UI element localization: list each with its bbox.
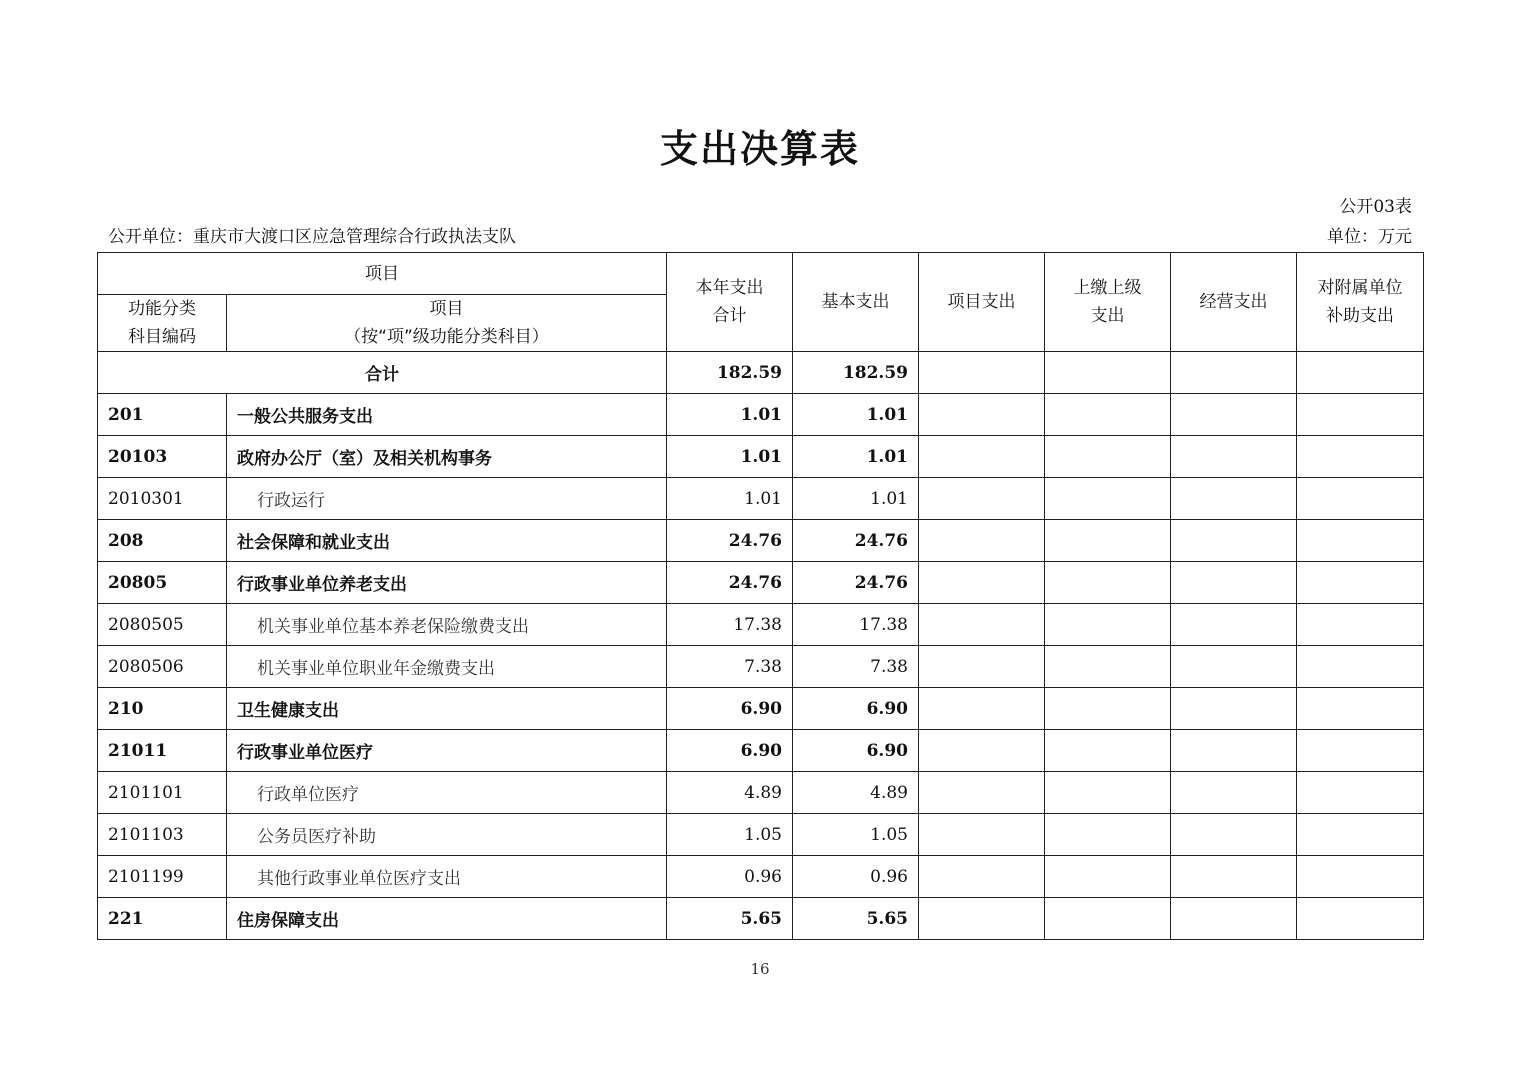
- empty-cell: [919, 352, 1045, 394]
- header-basic: 基本支出: [793, 253, 919, 352]
- empty-cell: [919, 772, 1045, 814]
- page-number: 16: [750, 960, 770, 978]
- empty-cell: [1297, 436, 1424, 478]
- row-basic: 4.89: [793, 772, 919, 814]
- empty-cell: [1297, 520, 1424, 562]
- empty-cell: [919, 688, 1045, 730]
- empty-cell: [1045, 436, 1171, 478]
- empty-cell: [1171, 520, 1297, 562]
- header-item-group: 项目: [98, 253, 667, 295]
- empty-cell: [1297, 772, 1424, 814]
- empty-cell: [1297, 688, 1424, 730]
- total-basic: 182.59: [793, 352, 919, 394]
- row-name: 社会保障和就业支出: [227, 520, 667, 562]
- row-total: 6.90: [667, 688, 793, 730]
- empty-cell: [1171, 730, 1297, 772]
- header-business: 经营支出: [1171, 253, 1297, 352]
- empty-cell: [1045, 688, 1171, 730]
- empty-cell: [1171, 898, 1297, 940]
- row-code: 208: [98, 520, 227, 562]
- empty-cell: [1045, 604, 1171, 646]
- empty-cell: [919, 730, 1045, 772]
- empty-cell: [1171, 562, 1297, 604]
- row-code: 2010301: [98, 478, 227, 520]
- empty-cell: [1297, 814, 1424, 856]
- empty-cell: [1297, 898, 1424, 940]
- empty-cell: [1045, 898, 1171, 940]
- row-code: 20805: [98, 562, 227, 604]
- empty-cell: [919, 604, 1045, 646]
- empty-cell: [1171, 478, 1297, 520]
- row-code: 2101199: [98, 856, 227, 898]
- row-code: 201: [98, 394, 227, 436]
- row-code: 2080505: [98, 604, 227, 646]
- row-name: 行政事业单位养老支出: [227, 562, 667, 604]
- header-project: 项目支出: [919, 253, 1045, 352]
- empty-cell: [919, 394, 1045, 436]
- table-row: [98, 604, 1424, 646]
- row-total: 1.05: [667, 814, 793, 856]
- row-total: 24.76: [667, 520, 793, 562]
- empty-cell: [919, 478, 1045, 520]
- empty-cell: [1171, 856, 1297, 898]
- form-number: 公开03表: [1339, 197, 1412, 217]
- total-amount: 182.59: [667, 352, 793, 394]
- row-basic: 1.01: [793, 394, 919, 436]
- table-row: [98, 730, 1424, 772]
- empty-cell: [1045, 856, 1171, 898]
- total-label: 合计: [98, 352, 667, 394]
- empty-cell: [1045, 730, 1171, 772]
- row-total: 6.90: [667, 730, 793, 772]
- table-row: [98, 520, 1424, 562]
- row-code: 2101103: [98, 814, 227, 856]
- row-total: 7.38: [667, 646, 793, 688]
- header-remit: 上缴上级 支出: [1045, 253, 1171, 352]
- empty-cell: [1045, 814, 1171, 856]
- empty-cell: [919, 520, 1045, 562]
- empty-cell: [1297, 478, 1424, 520]
- empty-cell: [1297, 856, 1424, 898]
- row-name: 行政运行: [227, 478, 667, 520]
- row-name: 政府办公厅（室）及相关机构事务: [227, 436, 667, 478]
- row-name: 住房保障支出: [227, 898, 667, 940]
- table-row: [98, 478, 1424, 520]
- row-name: 公务员医疗补助: [227, 814, 667, 856]
- row-basic: 6.90: [793, 688, 919, 730]
- row-name: 其他行政事业单位医疗支出: [227, 856, 667, 898]
- row-basic: 24.76: [793, 520, 919, 562]
- table-row: [98, 772, 1424, 814]
- empty-cell: [1171, 814, 1297, 856]
- table-row: [98, 898, 1424, 940]
- row-name: 行政单位医疗: [227, 772, 667, 814]
- header-total: 本年支出 合计: [667, 253, 793, 352]
- row-code: 2080506: [98, 646, 227, 688]
- empty-cell: [919, 856, 1045, 898]
- row-total: 4.89: [667, 772, 793, 814]
- row-basic: 7.38: [793, 646, 919, 688]
- row-basic: 5.65: [793, 898, 919, 940]
- empty-cell: [1297, 394, 1424, 436]
- row-code: 2101101: [98, 772, 227, 814]
- empty-cell: [1045, 772, 1171, 814]
- table-row: [98, 856, 1424, 898]
- table-row: [98, 436, 1424, 478]
- empty-cell: [1171, 394, 1297, 436]
- header-name: 项目 （按“项”级功能分类科目）: [227, 295, 667, 352]
- empty-cell: [1045, 562, 1171, 604]
- empty-cell: [1171, 436, 1297, 478]
- row-basic: 1.01: [793, 436, 919, 478]
- row-basic: 6.90: [793, 730, 919, 772]
- empty-cell: [1297, 604, 1424, 646]
- row-code: 210: [98, 688, 227, 730]
- empty-cell: [1297, 730, 1424, 772]
- empty-cell: [1045, 352, 1171, 394]
- table-row: [98, 814, 1424, 856]
- row-total: 1.01: [667, 394, 793, 436]
- row-code: 21011: [98, 730, 227, 772]
- empty-cell: [1045, 394, 1171, 436]
- expenditure-table: [97, 252, 1424, 940]
- row-code: 221: [98, 898, 227, 940]
- empty-cell: [1045, 478, 1171, 520]
- page-title: 支出决算表: [659, 127, 860, 171]
- currency-unit: 单位：万元: [1327, 227, 1412, 247]
- row-basic: 24.76: [793, 562, 919, 604]
- row-name: 机关事业单位基本养老保险缴费支出: [227, 604, 667, 646]
- empty-cell: [1171, 646, 1297, 688]
- row-total: 5.65: [667, 898, 793, 940]
- empty-cell: [919, 646, 1045, 688]
- table-row: [98, 688, 1424, 730]
- empty-cell: [1297, 352, 1424, 394]
- row-name: 行政事业单位医疗: [227, 730, 667, 772]
- row-name: 卫生健康支出: [227, 688, 667, 730]
- row-total: 17.38: [667, 604, 793, 646]
- row-code: 20103: [98, 436, 227, 478]
- table-row: [98, 646, 1424, 688]
- empty-cell: [919, 562, 1045, 604]
- row-name: 机关事业单位职业年金缴费支出: [227, 646, 667, 688]
- empty-cell: [919, 814, 1045, 856]
- row-basic: 17.38: [793, 604, 919, 646]
- row-total: 24.76: [667, 562, 793, 604]
- table-row: [98, 394, 1424, 436]
- row-total: 1.01: [667, 436, 793, 478]
- empty-cell: [1171, 352, 1297, 394]
- empty-cell: [1297, 646, 1424, 688]
- empty-cell: [919, 898, 1045, 940]
- empty-cell: [1171, 772, 1297, 814]
- reporting-unit: 公开单位：重庆市大渡口区应急管理综合行政执法支队: [108, 227, 516, 247]
- row-name: 一般公共服务支出: [227, 394, 667, 436]
- header-code: 功能分类 科目编码: [98, 295, 227, 352]
- empty-cell: [1045, 646, 1171, 688]
- empty-cell: [1171, 688, 1297, 730]
- empty-cell: [1171, 604, 1297, 646]
- table-row: [98, 562, 1424, 604]
- row-total: 1.01: [667, 478, 793, 520]
- empty-cell: [1045, 520, 1171, 562]
- row-total: 0.96: [667, 856, 793, 898]
- empty-cell: [1297, 562, 1424, 604]
- row-basic: 1.05: [793, 814, 919, 856]
- row-basic: 1.01: [793, 478, 919, 520]
- header-subsidy: 对附属单位 补助支出: [1297, 253, 1424, 352]
- row-basic: 0.96: [793, 856, 919, 898]
- empty-cell: [919, 436, 1045, 478]
